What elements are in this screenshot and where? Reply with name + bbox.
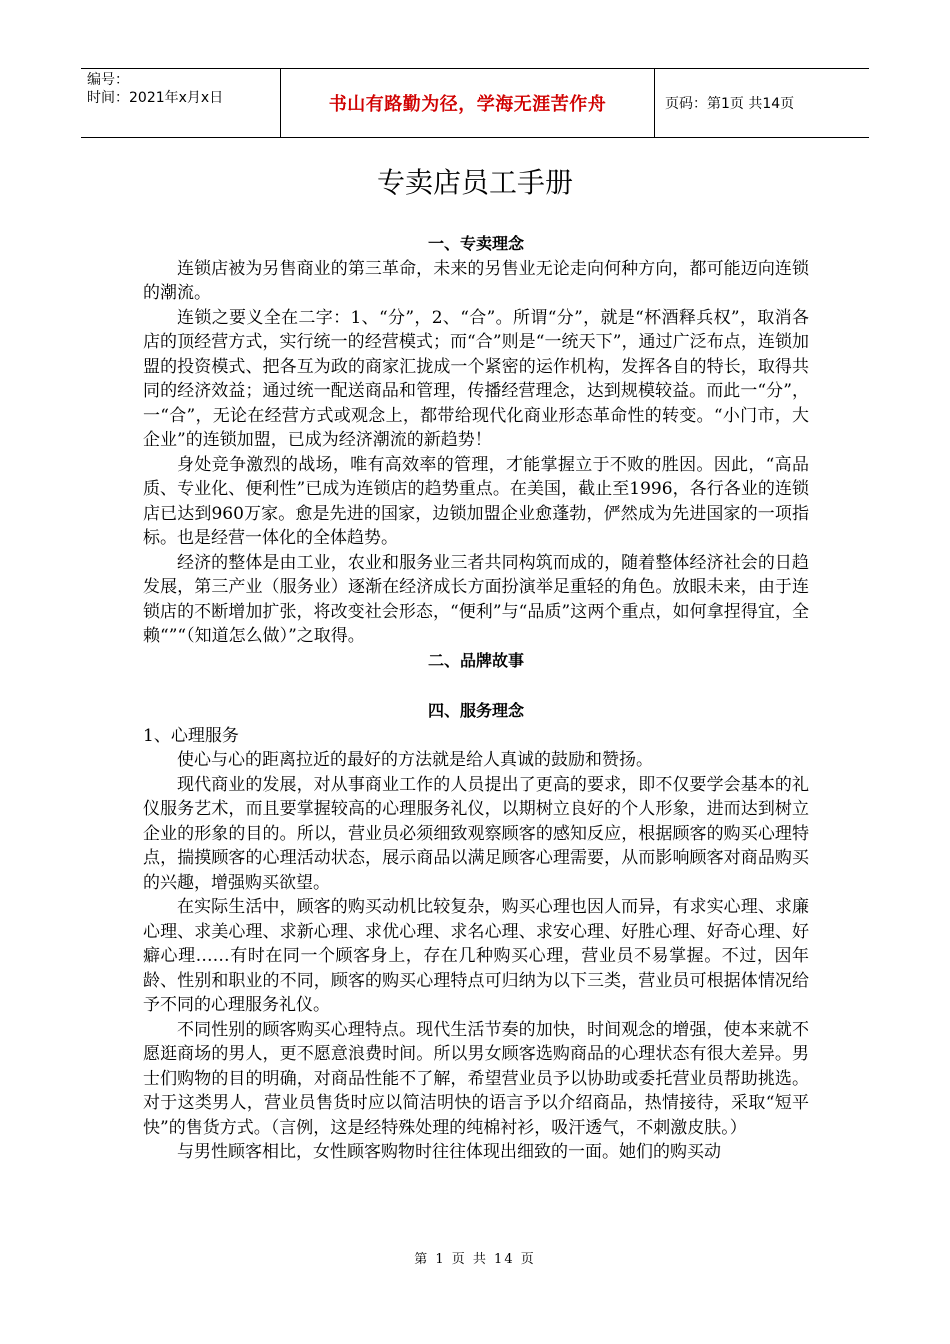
page-footer: 第 1 页 共 14 页 — [414, 1252, 536, 1267]
paragraph: 不同性别的顾客购买心理特点。现代生活节奏的加快，时间观念的增强，使本来就不愿逛商场的男人，更不愿意浪费时间。所以男女顾客选购商品的心理状态有很大差异。男士们购物的目的明确，对商品性能不了解，希望营业员予以协助或委托营业员帮助挑选。对于这类男人，营业员售货时应以简洁明快的语言予以介绍商品，热情接待，采取“短平快”的售货方式。（言例，这是经特殊处理的纯棉衬衫，吸汗透气，不刺激皮肤。） — [143, 1019, 809, 1138]
header-page-cell — [655, 69, 869, 137]
date-label: 时间：2021年x月x日 — [87, 90, 224, 106]
paragraph: 现代商业的发展，对从事商业工作的人员提出了更高的要求，即不仅要学会基本的礼仪服务艺术，而且要掌握较高的心理服务礼仪，以期树立良好的个人形象，进而达到树立企业的形象的目的。所以，营业员必须细致观察顾客的感知反应，根据顾客的购买心理特点，揣摸顾客的心理活动状态，展示商品以满足顾客心理需要，从而影响顾客对商品购买的兴趣，增强购买欲望。 — [143, 774, 809, 893]
number-label: 编号： — [87, 72, 129, 88]
paragraph: 经济的整体是由工业，农业和服务业三者共同构筑而成的，随着整体经济社会的日趋发展，第三产业（服务业）逐渐在经济成长方面扮演举足重轻的角色。放眼未来，由于连锁店的不断增加扩张，将改变社会形态，“便利”与“品质”这两个重点，如何拿捏得宜，全赖“”“（知道怎么做）”之取得。 — [143, 552, 809, 646]
paragraph: 使心与心的距离拉近的最好的方法就是给人真诚的鼓励和赞扬。 — [177, 750, 653, 770]
section-heading-2: 二、品牌故事 — [427, 650, 524, 670]
paragraph: 与男性顾客相比，女性顾客购物时往往体现出细致的一面。她们的购买动 — [177, 1142, 721, 1162]
paragraph: 在实际生活中，顾客的购买动机比较复杂，购买心理也因人而异，有求实心理、求廉心理、求美心理、求新心理、求优心理、求名心理、求安心理、好胜心理、好奇心理、好癖心理……有时在同一个顾客身上，存在几种购买心理，营业员不易掌握。不过，因年龄、性别和职业的不同，顾客的购买心理特点可归纳为以下三类，营业员可根据体情况给予不同的心理服务礼仪。 — [143, 897, 809, 1015]
motto-text: 书山有路勤为径，学海无涯苦作舟 — [328, 94, 607, 115]
paragraph: 连锁之要义全在二字：1、“分”，2、“合”。所谓“分”，就是“杯酒释兵权”，取消各店的顶经营方式，实行统一的经营模式；而“合”则是“一统天下”，通过广泛布点，连锁加盟的投资模式、把各互为政的商家汇拢成一个紧密的运作机构，发挥各自的特长，取得共同的经济效益；通过统一配送商品和管理，传播经营理念，达到规模较益。而此一“分”，一“合”，无论在经营方式或观念上，都带给现代化商业形态革命性的转变。“小门市，大企业”的连锁加盟，已成为经济潮流的新趋势！ — [143, 307, 809, 450]
header-motto-cell — [281, 69, 655, 137]
document-title: 专卖店员工手册 — [376, 166, 573, 199]
paragraph: 连锁店被为另售商业的第三革命，未来的另售业无论走向何种方向，都可能迈向连锁的潮流。 — [143, 258, 809, 303]
header-meta-cell — [81, 69, 281, 137]
section-heading-4: 四、服务理念 — [427, 701, 524, 720]
subsection-heading: 1、心理服务 — [143, 725, 239, 746]
page-info: 页码：第1页 共14页 — [665, 96, 795, 112]
paragraph: 身处竞争激烈的战场，唯有高效率的管理，才能掌握立于不败的胜因。因此，“高品质、专业化、便利性”已成为连锁店的趋势重点。在美国，截止至1996，各行各业的连锁店已达到960万家。愈是先进的国家，边锁加盟企业愈蓬勃，俨然成为先进国家的一项指标。也是经营一体化的全体趋势。 — [143, 454, 809, 548]
section-heading-1: 一、专卖理念 — [427, 234, 524, 253]
blank-space — [143, 673, 809, 699]
header-table — [81, 68, 869, 138]
document-body — [143, 232, 809, 1165]
